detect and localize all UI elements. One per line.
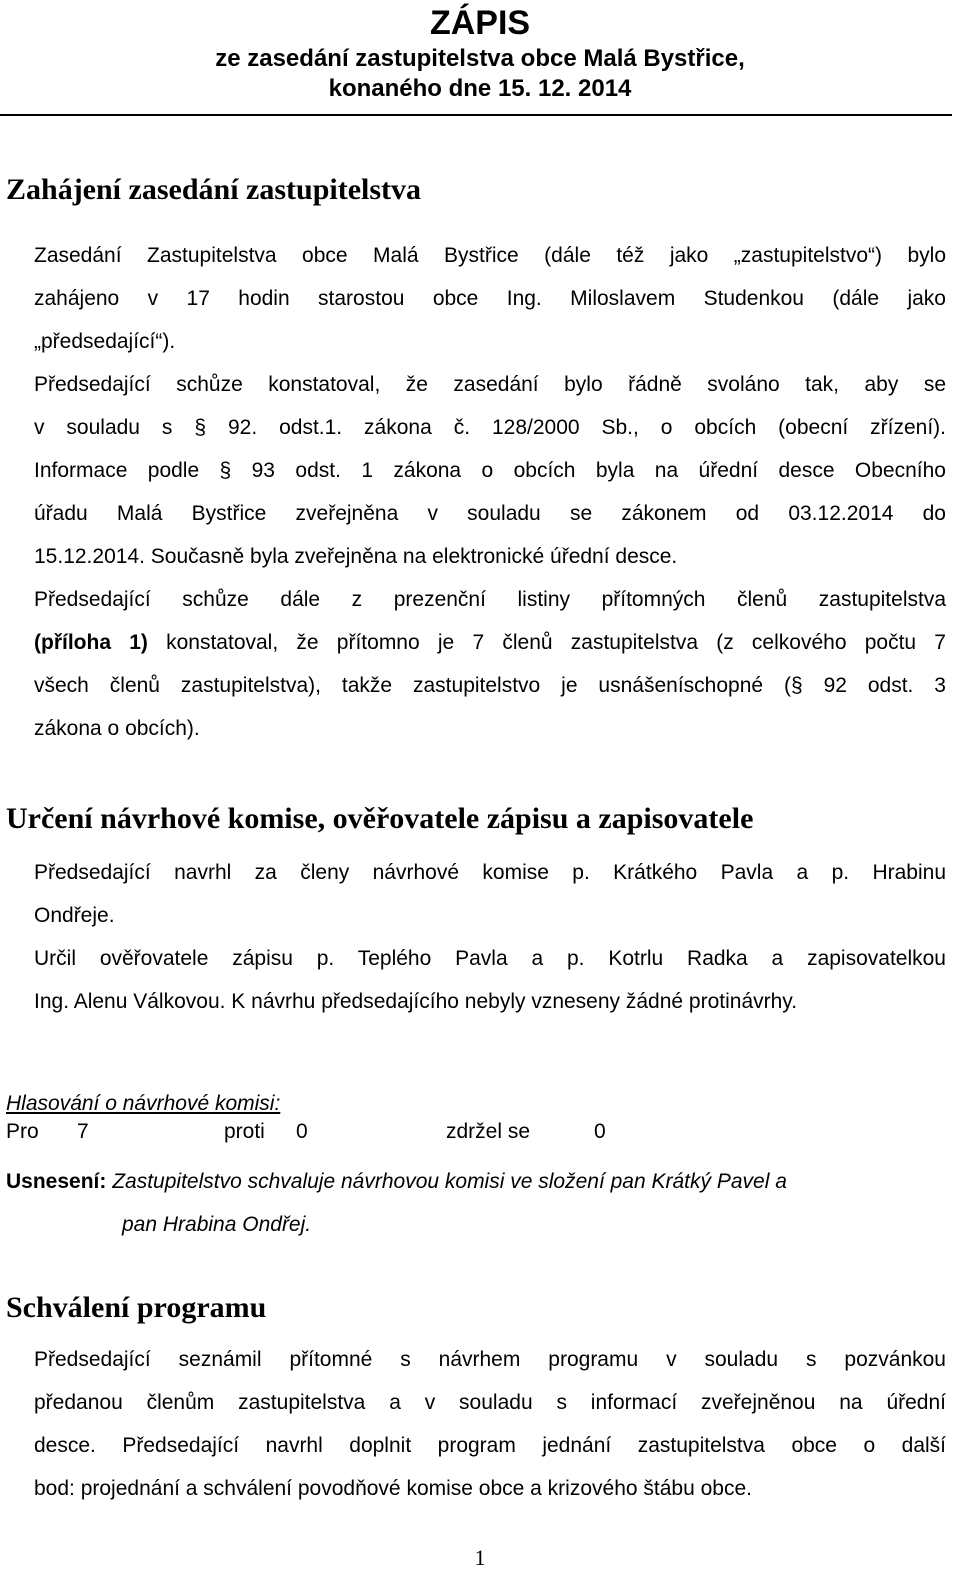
text-line: úřadu Malá Bystřice zveřejněna v souladu se zákonem od 03.12.2014 do bbox=[34, 502, 946, 525]
document-subtitle-line2: konaného dne 15. 12. 2014 bbox=[328, 75, 632, 102]
document-title: ZÁPIS bbox=[429, 4, 531, 42]
paragraph-program bbox=[34, 1338, 946, 1510]
text-line: Předsedající schůze dále z prezenční listiny přítomných členů zastupitelstva bbox=[34, 588, 946, 611]
resolution-label: Usnesení: bbox=[6, 1170, 107, 1193]
resolution bbox=[6, 1160, 948, 1246]
text-line: Ondřeje. bbox=[34, 904, 115, 927]
document-title-block bbox=[0, 2, 960, 104]
section-heading-committee: Určení návrhové komise, ověřovatele zápisu a zapisovatele bbox=[6, 802, 754, 835]
text-line bbox=[34, 621, 946, 664]
vote-against-value: 0 bbox=[296, 1120, 308, 1143]
page-number: 1 bbox=[474, 1545, 486, 1570]
section-heading-program: Schválení programu bbox=[6, 1291, 267, 1324]
paragraph-opening bbox=[34, 234, 946, 363]
resolution-text: Zastupitelstvo schvaluje návrhovou komisi ve složení pan Krátký Pavel a bbox=[106, 1170, 787, 1193]
vote-heading: Hlasování o návrhové komisi: bbox=[6, 1092, 281, 1115]
vote-against-label: proti bbox=[224, 1120, 265, 1143]
text-fragment: konstatoval, že přítomno je 7 členů zastupitelstva (z celkového počtu 7 bbox=[147, 631, 946, 654]
vote-abstain-value: 0 bbox=[594, 1120, 606, 1143]
vote-abstain-label: zdržel se bbox=[446, 1120, 531, 1143]
document-subtitle-line1: ze zasedání zastupitelstva obce Malá Bystřice, bbox=[215, 45, 745, 72]
text-line: Určil ověřovatele zápisu p. Teplého Pavla a p. Kotrlu Radka a zapisovatelkou bbox=[34, 947, 946, 970]
text-line: Předsedající seznámil přítomné s návrhem programu v souladu s pozvánkou bbox=[34, 1348, 946, 1371]
paragraph-committee bbox=[34, 851, 946, 1023]
paragraph-quorum bbox=[34, 578, 946, 750]
text-line: Předsedající navrhl za členy návrhové komise p. Krátkého Pavla a p. Hrabinu bbox=[34, 861, 946, 884]
text-line: zákona o obcích). bbox=[34, 717, 200, 740]
vote-for-label: Pro bbox=[6, 1120, 39, 1143]
text-line: v souladu s § 92. odst.1. zákona č. 128/2000 Sb., o obcích (obecní zřízení). bbox=[34, 416, 946, 439]
text-line: Informace podle § 93 odst. 1 zákona o obcích byla na úřední desce Obecního bbox=[34, 459, 946, 482]
resolution-text-continued: pan Hrabina Ondřej. bbox=[122, 1213, 312, 1236]
text-line: desce. Předsedající navrhl doplnit program jednání zastupitelstva obce o další bbox=[34, 1434, 946, 1457]
paragraph-convening bbox=[34, 363, 946, 578]
text-line: 15.12.2014. Současně byla zveřejněna na elektronické úřední desce. bbox=[34, 545, 678, 568]
resolution-line bbox=[6, 1160, 948, 1203]
vote-for-value: 7 bbox=[77, 1120, 89, 1143]
text-line: Ing. Alenu Válkovou. K návrhu předsedajícího nebyly vzneseny žádné protinávrhy. bbox=[34, 990, 798, 1013]
section-heading-opening: Zahájení zasedání zastupitelstva bbox=[6, 173, 422, 206]
text-line: Zasedání Zastupitelstva obce Malá Bystřice (dále též jako „zastupitelstvo“) bylo bbox=[34, 244, 946, 267]
text-line: zahájeno v 17 hodin starostou obce Ing. Miloslavem Studenkou (dále jako bbox=[34, 287, 946, 310]
text-line: všech členů zastupitelstva), takže zastupitelstvo je usnášeníschopné (§ 92 odst. 3 bbox=[34, 674, 946, 697]
text-line: bod: projednání a schválení povodňové komise obce a krizového štábu obce. bbox=[34, 1477, 752, 1500]
title-underline-rule bbox=[0, 114, 952, 116]
attachment-reference: (příloha 1) bbox=[34, 631, 148, 654]
text-line: „předsedající“). bbox=[34, 330, 176, 353]
text-line: Předsedající schůze konstatoval, že zasedání bylo řádně svoláno tak, aby se bbox=[34, 373, 946, 396]
text-line: předanou členům zastupitelstva a v souladu s informací zveřejněnou na úřední bbox=[34, 1391, 946, 1414]
